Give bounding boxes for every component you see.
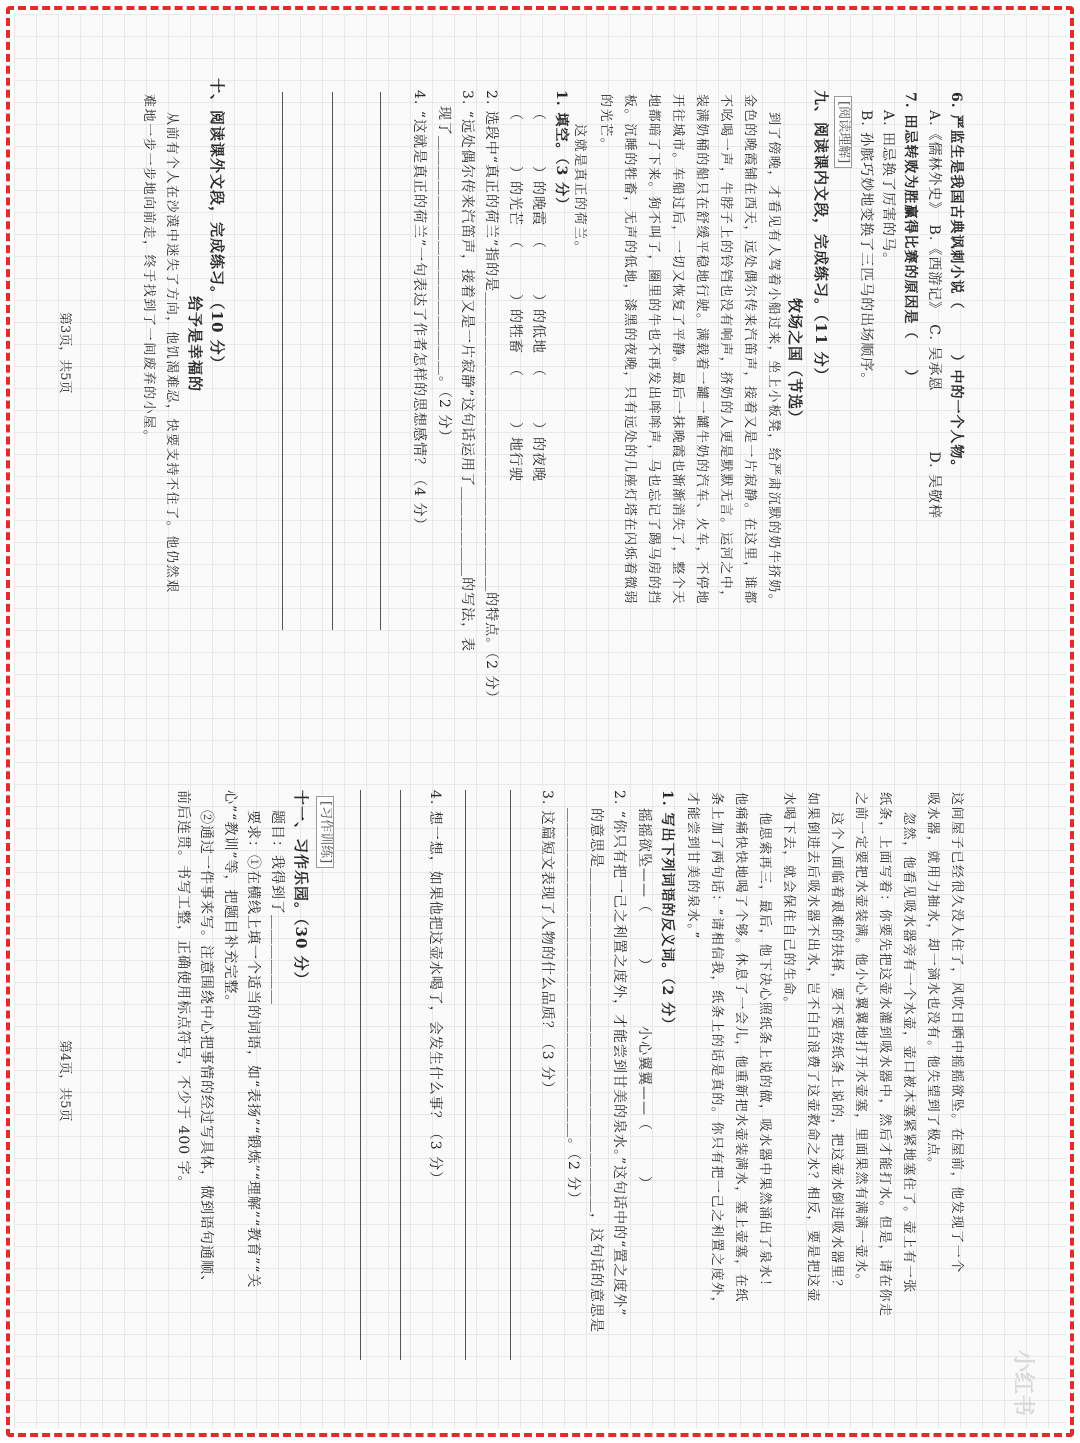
essay-requirement-1: 要求：①在横线上填一个适当的词语，如“表扬”“锻炼”“理解”“教育”“关 — [245, 810, 261, 1289]
passage-2-continued-line: 条上加了两句话：“请相信我，纸条上的话是真的。你只有把一己之利置之度外， — [709, 792, 724, 1312]
question-7-option-a: A. 田忌换了厉害的马。 — [880, 110, 896, 268]
passage-2-continued-line: 水喝下去，就会保住自己的生命。 — [781, 792, 796, 1012]
question-2-line-3: ＿＿＿＿＿＿＿＿＿＿＿＿＿＿＿＿＿＿＿＿＿＿。（2 分） — [565, 808, 581, 1207]
passage-1-line: 装满奶桶的船只在舒缓平稳地行驶。满载着一罐一罐牛奶的汽车、火车，不停地 — [694, 94, 709, 606]
essay-requirement-3: ②通过一件事来写。注意围绕中心把事情的经过写具体，做到语句通顺、 — [198, 810, 214, 1290]
passage-2-line: 难地一步一步地向前走，终于找到了一间废弃的小屋。 — [141, 94, 156, 445]
question-2-line-1: 2. “你只有把一己之利置之度外，才能尝到甘美的泉水。”这句话中的“置之度外” — [611, 790, 627, 1317]
answer-line — [400, 790, 401, 1360]
passage-2-continued-line: 吸水器，就用力抽水，却一滴水也没有。他失望到了极点。 — [925, 792, 940, 1172]
answer-line — [465, 790, 466, 1360]
page-3-footer: 第3页，共5页 — [57, 312, 72, 394]
passage-2-line: 从前有个人在沙漠中迷失了方向，他饥渴难忍，快要支持不住了。他仍然艰 — [164, 112, 179, 594]
passage-1-line: 地都暗了下来。狗不叫了，圈里的牛也不再发出哞哞声，马也忘记了踢马房的挡 — [646, 94, 661, 606]
question-3-line-1: 3. “远处偶尔传来汽笛声，接着又是一片寂静”这句话运用了＿＿＿＿＿＿的写法，表 — [459, 90, 475, 653]
passage-2-continued-line: 这间屋子已经很久没人住了，风吹日晒中摇摇欲坠。在屋前，他发现了一个 — [949, 792, 964, 1274]
passage-1-line: 板。沉睡的牲畜，无声的低地，漆黑的夜晚，只有远处的几座灯塔在闪烁着微弱 — [622, 94, 637, 606]
passage-1-line: 金色的晚霞铺在西天，远处偶尔传来汽笛声，接着又是一片寂静。在这里，谁都 — [742, 94, 757, 606]
answer-line — [282, 92, 283, 630]
passage-2-continued-line: 这个人面临着艰难的抉择，要不要按纸条上说的，把这壶水倒进吸水器里？ — [829, 812, 844, 1294]
passage-2-continued-line: 纸条，上面写着：你要先把这壶水灌到吸水器中，然后才能打水。但是，请在你走 — [877, 792, 892, 1318]
passage-1-line: 这就是真正的荷兰。 — [572, 124, 587, 256]
passage-2-title: 给予是幸福的 — [186, 296, 204, 393]
answer-line — [510, 790, 511, 1360]
question-2-line-2: 的意思是＿＿＿＿＿＿＿＿＿＿＿＿＿＿＿＿＿＿＿＿＿＿＿，这句话的意思是 — [588, 808, 604, 1333]
passage-1-line: 到了傍晚，才看见有人驾着小船过来，坐上小板凳，给严肃沉默的奶牛挤奶。 — [766, 112, 781, 609]
antonym-words: 摇摇欲坠——（ ） 小心翼翼——（ ） — [636, 808, 652, 1191]
answer-line — [332, 92, 333, 630]
passage-1-title: 牧场之国（节选） — [786, 298, 804, 427]
essay-requirement-2: 心”“教训”等，把题目补充完整。 — [222, 790, 238, 1010]
passage-1-line: 开往城市。车船过后，一切又恢复了平静。最后一抹晚霞也渐渐消失了，整个天 — [670, 94, 685, 606]
essay-topic: 题目：我得到了＿＿＿＿＿＿ — [269, 810, 285, 1005]
antonym-question: 1. 写出下列词语的反义词。（2 分） — [659, 790, 675, 1033]
question-7: 7. 田忌转败为胜赢得比赛的原因是（ ） — [902, 92, 918, 385]
question-2: 2. 选段中“真正的荷兰”指的是＿＿＿＿＿＿＿＿＿＿＿＿＿＿＿＿＿＿＿＿的特点。（2 分） — [483, 90, 499, 706]
essay-requirement-4: 前后连贯。书写工整，正确使用标点符号，不少于 400 字。 — [175, 790, 191, 1191]
writing-tag: [习作训练] — [316, 796, 334, 868]
passage-2-continued-line: 才能尝到甘美的泉水。” — [685, 792, 700, 940]
question-6: 6. 严监生是我国古典讽刺小说（ ）中的一个人物。 — [948, 92, 964, 475]
answer-line — [360, 790, 361, 1360]
section-9-heading: 九、阅读课内文段，完成练习。（11 分） — [812, 90, 830, 384]
question-3-right: 3. 这篇短文表现了人物的什么品质？（3 分） — [539, 790, 555, 1097]
passage-2-continued-line: 如果倒进去后吸水器不出水，岂不白白浪费了这壶救命之水？相反，要是把这壶 — [805, 792, 820, 1304]
passage-1-line: 的光芒。 — [598, 94, 613, 153]
passage-2-continued-line: 他思索再三，最后，他下决心照纸条上说的做，吸水器中果然涌出了泉水！ — [757, 812, 772, 1294]
reading-tag: [阅读理解] — [834, 96, 852, 168]
fill-in-row-2: （ ）的光芒 （ ）的牲畜 （ ）地行驶 — [507, 106, 523, 482]
question-4-right: 4. 想一想，如果他把这壶水喝了，会发生什么事？（3 分） — [427, 790, 443, 1187]
section-11-heading: 十一、习作乐园。（30 分） — [292, 790, 310, 988]
question-6-options: A.《儒林外史》 B.《西游记》 C. 吴承恩 D. 吴敬梓 — [926, 110, 942, 520]
question-7-option-b: B. 孙膑巧妙地变换了三匹马的出场顺序。 — [858, 110, 874, 388]
passage-1-line: 不吆喝一声，牛脖子上的铃铛也没有响声，挤奶的人更是默默无言。运河之中， — [718, 94, 733, 606]
fill-in-question: 1. 填空。（3 分） — [553, 90, 569, 213]
passage-2-continued-line: 他痛痛快快地喝了个够。休息了一会儿，他重新把水壶装满水，塞上壶塞，在纸 — [733, 792, 748, 1304]
fill-in-row-1: （ ）的晚霞 （ ）的低地 （ ）的夜晚 — [530, 106, 546, 482]
passage-2-continued-line: 忽然，他看见吸水器旁有一个水壶，壶口被木塞紧紧地塞住了。壶上有一张 — [901, 812, 916, 1294]
passage-2-continued-line: 之前一定要把水壶装满。他小心翼翼地打开水壶塞，里面果然有满满一壶水。 — [853, 792, 868, 1289]
question-4: 4. “这就是真正的荷兰”一句表达了作者怎样的思想感情？（4 分） — [411, 90, 427, 533]
section-10-heading: 十、阅读课外文段，完成练习。（10 分） — [208, 78, 226, 372]
answer-line — [380, 92, 381, 630]
question-3-line-2: 现了＿＿＿＿＿＿＿＿＿＿＿＿＿＿＿＿。（2 分） — [436, 106, 452, 445]
page-4-footer: 第4页，共5页 — [57, 1040, 72, 1122]
watermark-logo: 小红书 — [1010, 1350, 1035, 1417]
